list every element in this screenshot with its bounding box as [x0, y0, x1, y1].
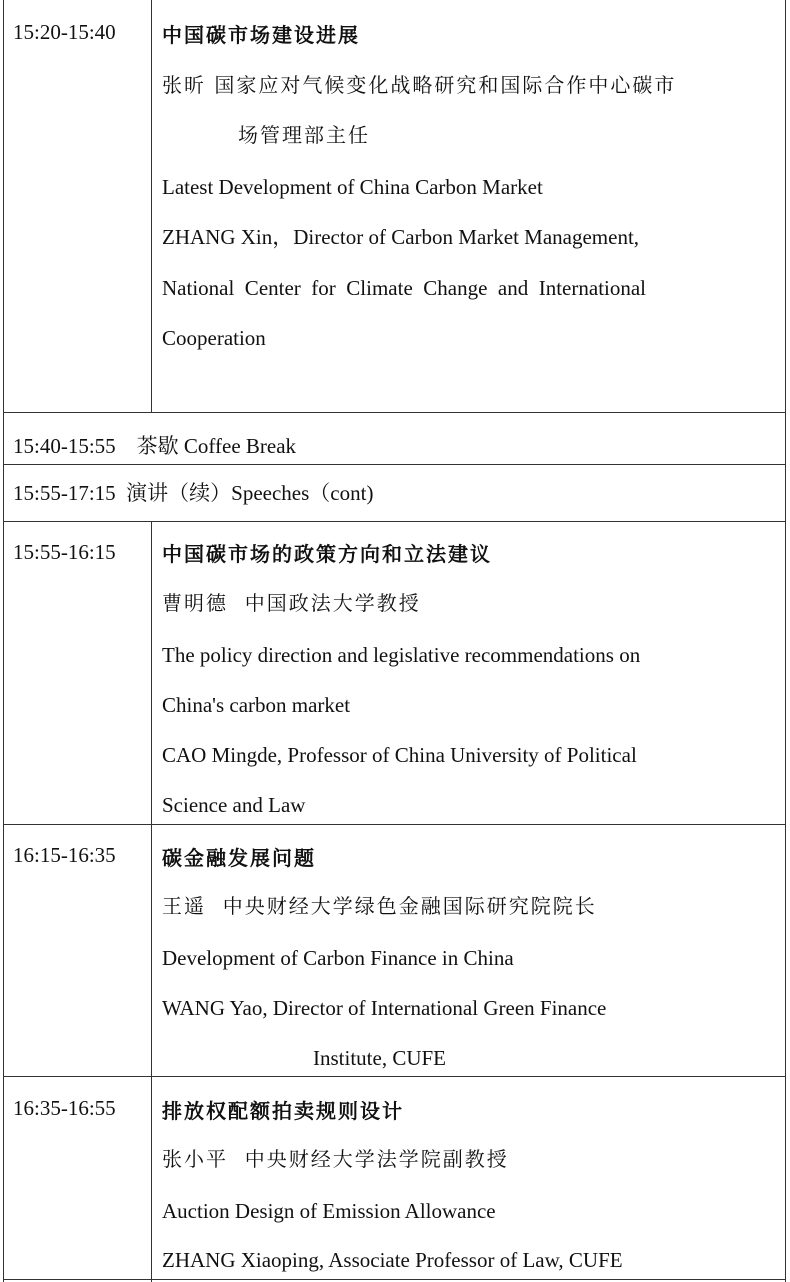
session-title-en: Latest Development of China Carbon Market [162, 175, 543, 199]
row-divider [3, 464, 786, 465]
speaker-en-continued: Science and Law [162, 793, 306, 817]
speaker-zh: 曹明德 中国政法大学教授 [162, 591, 421, 615]
session-title-zh: 排放权配额拍卖规则设计 [162, 1099, 404, 1123]
session-title-zh: 中国碳市场建设进展 [162, 23, 360, 47]
session-time: 15:55-16:15 [13, 540, 116, 564]
speaker-zh: 王遥 中央财经大学绿色金融国际研究院院长 [162, 894, 597, 918]
speaker-en: CAO Mingde, Professor of China University of Political [162, 743, 637, 767]
row-divider [3, 521, 786, 522]
coffee-break-row: 15:40-15:55 茶歇 Coffee Break [13, 434, 297, 458]
speeches-cont-row: 15:55-17:15 演讲（续）Speeches（cont) [13, 481, 374, 505]
speaker-en-continued: Cooperation [162, 326, 266, 350]
speaker-zh: 张昕 国家应对气候变化战略研究和国际合作中心碳市 [162, 73, 677, 97]
session-title-en: Development of Carbon Finance in China [162, 946, 514, 970]
session-time: 15:20-15:40 [13, 20, 116, 44]
row-divider [3, 412, 786, 413]
column-divider [151, 521, 152, 1282]
session-title-zh: 中国碳市场的政策方向和立法建议 [162, 542, 492, 566]
session-title-en-continued: China's carbon market [162, 693, 351, 717]
speaker-en: ZHANG Xiaoping, Associate Professor of Law, CUFE [162, 1248, 623, 1272]
session-time: 16:35-16:55 [13, 1096, 116, 1120]
session-title-zh: 碳金融发展问题 [162, 846, 316, 870]
row-divider [3, 1076, 786, 1077]
row-divider [3, 824, 786, 825]
session-title-en: The policy direction and legislative recommendations on [162, 643, 641, 667]
speaker-zh: 张小平 中央财经大学法学院副教授 [162, 1147, 509, 1171]
session-title-en: Auction Design of Emission Allowance [162, 1199, 496, 1223]
column-divider [151, 0, 152, 412]
speaker-en: ZHANG Xin，Director of Carbon Market Management, [162, 225, 640, 249]
speaker-zh-continued: 场管理部主任 [238, 123, 370, 147]
speaker-en: WANG Yao, Director of International Green Finance [162, 996, 607, 1020]
session-time: 16:15-16:35 [13, 843, 116, 867]
table-left-border [3, 0, 4, 1282]
speaker-en-continued: Institute, CUFE [313, 1046, 447, 1070]
table-bottom-border [3, 1279, 786, 1280]
speaker-en-continued: National Center for Climate Change and International [162, 276, 647, 300]
table-right-border [785, 0, 786, 1282]
